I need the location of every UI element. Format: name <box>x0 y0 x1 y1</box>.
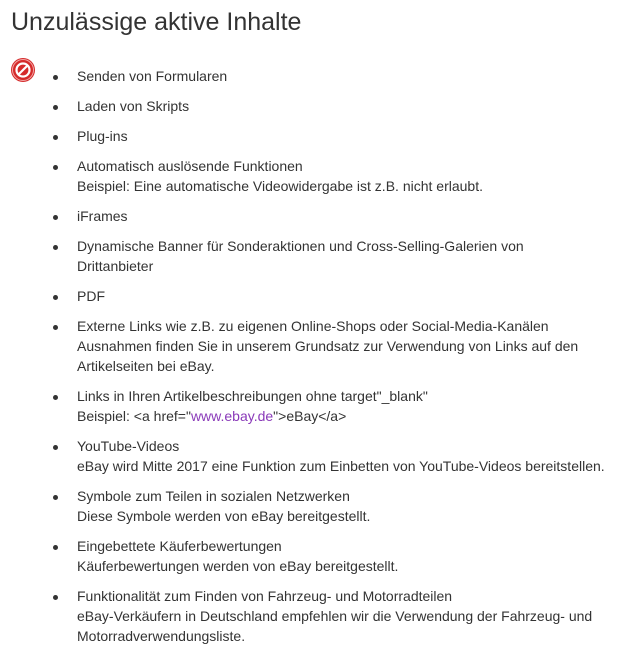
bullet-icon <box>53 165 58 170</box>
list-item <box>0 536 620 576</box>
item-title: Plug-ins <box>77 128 128 144</box>
list-item <box>0 156 620 196</box>
item-title: PDF <box>77 288 105 304</box>
item-title: Links in Ihren Artikelbeschreibungen ohne target"_blank" <box>77 388 428 404</box>
bullet-icon <box>53 75 58 80</box>
item-title: Automatisch auslösende Funktionen <box>77 158 303 174</box>
bullet-icon <box>53 445 58 450</box>
item-title: Symbole zum Teilen in sozialen Netzwerken <box>77 488 350 504</box>
item-description: Beispiel: Eine automatische Videowidergabe ist z.B. nicht erlaubt. <box>77 178 483 194</box>
list-item <box>0 316 620 376</box>
list-item <box>0 236 620 276</box>
item-description: eBay-Verkäufern in Deutschland empfehlen wir die Verwendung der Fahrzeug- und Motorradverwendungsliste. <box>77 608 593 644</box>
example-prefix: Beispiel: <a href=" <box>77 408 191 424</box>
example-link[interactable]: www.ebay.de <box>190 408 274 424</box>
item-title: Eingebettete Käuferbewertungen <box>77 538 282 554</box>
bullet-icon <box>53 325 58 330</box>
bullet-icon <box>53 295 58 300</box>
item-title: Laden von Skripts <box>77 98 190 114</box>
bullet-icon <box>53 395 58 400</box>
item-title: Senden von Formularen <box>77 68 228 84</box>
list-item <box>0 436 620 476</box>
list-item <box>0 126 620 146</box>
bullet-icon <box>53 135 58 140</box>
bullet-icon <box>53 245 58 250</box>
list-item <box>0 586 620 646</box>
bullet-icon <box>53 595 58 600</box>
page-title: Unzulässige aktive Inhalte <box>11 8 302 36</box>
list-item <box>0 386 620 426</box>
item-description: Diese Symbole werden von eBay bereitgestellt. <box>77 508 371 524</box>
item-title: YouTube-Videos <box>77 438 180 454</box>
item-description: Ausnahmen finden Sie in unserem Grundsatz zur Verwendung von Links auf den Artikelseiten bei eBay. <box>77 338 579 374</box>
item-title: Funktionalität zum Finden von Fahrzeug- und Motorradteilen <box>77 588 453 604</box>
bullet-icon <box>53 105 58 110</box>
bullet-icon <box>53 495 58 500</box>
bullet-icon <box>53 215 58 220</box>
list-item <box>0 206 620 226</box>
list-item <box>0 66 620 86</box>
list-item <box>0 96 620 116</box>
prohibited-content-list <box>0 66 620 656</box>
item-description: Käuferbewertungen werden von eBay bereitgestellt. <box>77 558 399 574</box>
item-description: eBay wird Mitte 2017 eine Funktion zum Einbetten von YouTube-Videos bereitstellen. <box>77 458 605 474</box>
bullet-icon <box>53 545 58 550</box>
item-title: Dynamische Banner für Sonderaktionen und Cross-Selling-Galerien von Drittanbieter <box>77 238 524 274</box>
list-item <box>0 486 620 526</box>
item-example <box>77 406 620 426</box>
item-title: iFrames <box>77 208 128 224</box>
item-title: Externe Links wie z.B. zu eigenen Online-Shops oder Social-Media-Kanälen <box>77 318 549 334</box>
example-suffix: ">eBay</a> <box>273 408 347 424</box>
list-item <box>0 286 620 306</box>
